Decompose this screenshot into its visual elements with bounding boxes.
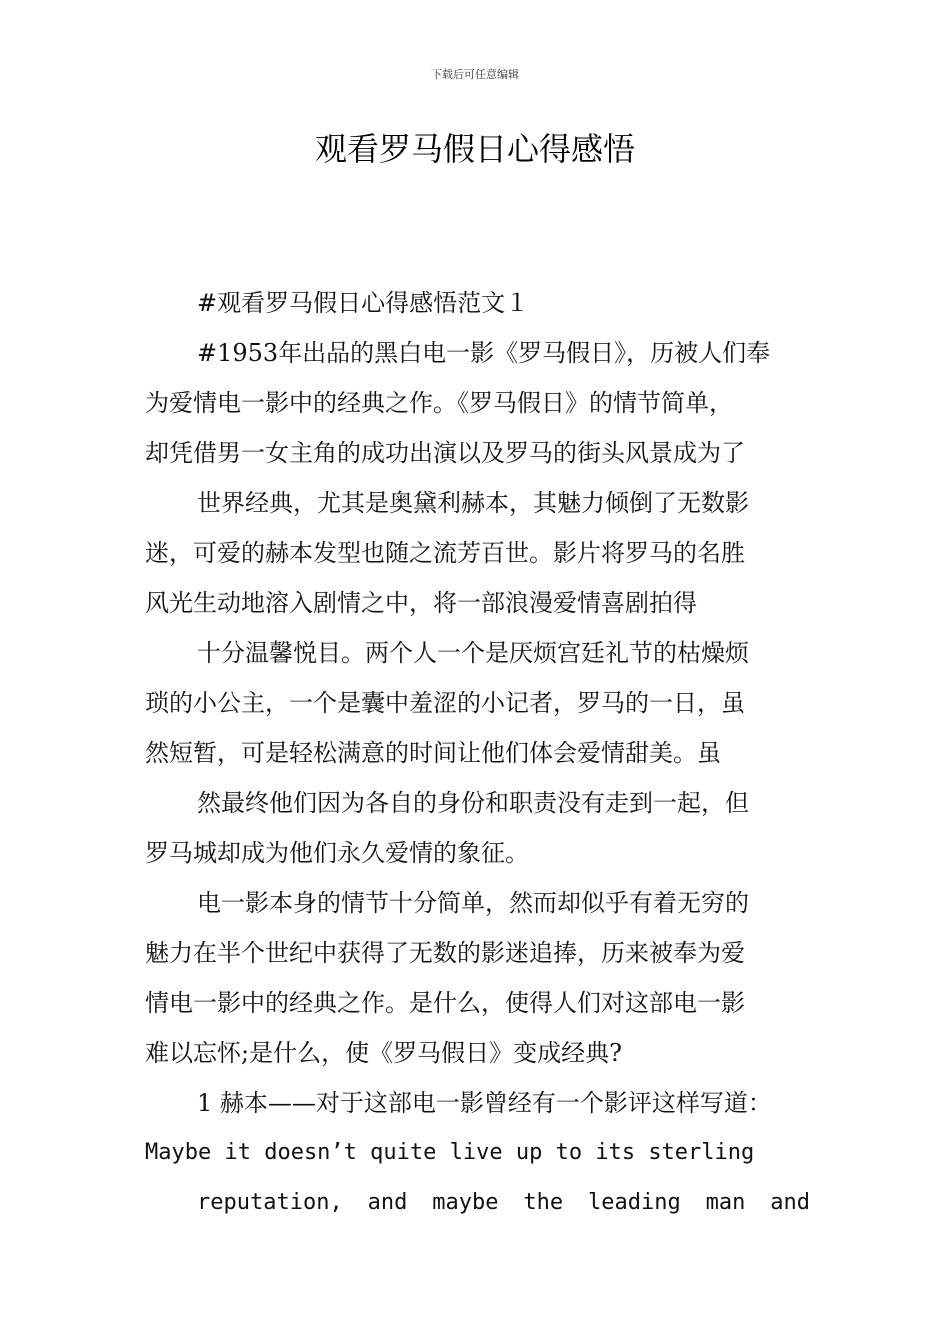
word: and (770, 1190, 810, 1215)
paragraph-7 (145, 1078, 810, 1178)
text-line: 1 赫本——对于这部电一影曾经有一个影评这样写道： (197, 1089, 772, 1117)
justified-text-line (145, 1178, 810, 1228)
paragraph-2 (145, 328, 810, 478)
text-line: 然短暂，可是轻松满意的时间让他们体会爱情甜美。虽 (145, 739, 721, 767)
text-line: #观看罗马假日心得感悟范文１ (197, 289, 530, 317)
text-line: #1953年出品的黑白电一影《罗马假日》，历被人们奉 (197, 339, 771, 367)
text-line: 十分温馨悦目。两个人一个是厌烦宫廷礼节的枯燥烦 (197, 639, 749, 667)
word: and (367, 1190, 408, 1215)
text-line: 情电一影中的经典之作。是什么，使得人们对这部电一影 (145, 989, 745, 1017)
text-line: 罗马城却成为他们永久爱情的象征。 (145, 839, 529, 867)
paragraph-5 (145, 778, 810, 878)
text-line: 风光生动地溶入剧情之中，将一部浪漫爱情喜剧拍得 (145, 589, 697, 617)
document-title: 观看罗马假日心得感悟 (314, 130, 635, 168)
text-line: 电一影本身的情节十分简单，然而却似乎有着无穷的 (197, 889, 749, 917)
text-line: 魅力在半个世纪中获得了无数的影迷追捧，历来被奉为爱 (145, 939, 745, 967)
word: leading (588, 1190, 681, 1215)
text-line: 难以忘怀;是什么，使《罗马假日》变成经典? (145, 1039, 622, 1067)
text-line: 琐的小公主，一个是囊中羞涩的小记者，罗马的一日，虽 (145, 689, 745, 717)
word: reputation, (197, 1190, 343, 1215)
word: the (523, 1190, 564, 1215)
word: maybe (432, 1190, 499, 1215)
paragraph-6 (145, 878, 810, 1078)
text-line: 迷，可爱的赫本发型也随之流芳百世。影片将罗马的名胜 (145, 539, 745, 567)
text-line: Maybe it doesn’t quite live up to its sterling (145, 1140, 755, 1165)
header-note: 下载后可任意编辑 (431, 68, 519, 81)
paragraph-3 (145, 478, 810, 628)
paragraph-4 (145, 628, 810, 778)
paragraph-1 (145, 278, 810, 328)
text-line: 为爱情电一影中的经典之作。《罗马假日》的情节简单， (145, 389, 733, 417)
text-line: 世界经典，尤其是奥黛利赫本，其魅力倾倒了无数影 (197, 489, 749, 517)
text-line: 却凭借男一女主角的成功出演以及罗马的街头风景成为了 (145, 439, 745, 467)
word: man (705, 1190, 746, 1215)
text-line: 然最终他们因为各自的身份和职责没有走到一起，但 (197, 789, 749, 817)
document-body (145, 278, 810, 1228)
